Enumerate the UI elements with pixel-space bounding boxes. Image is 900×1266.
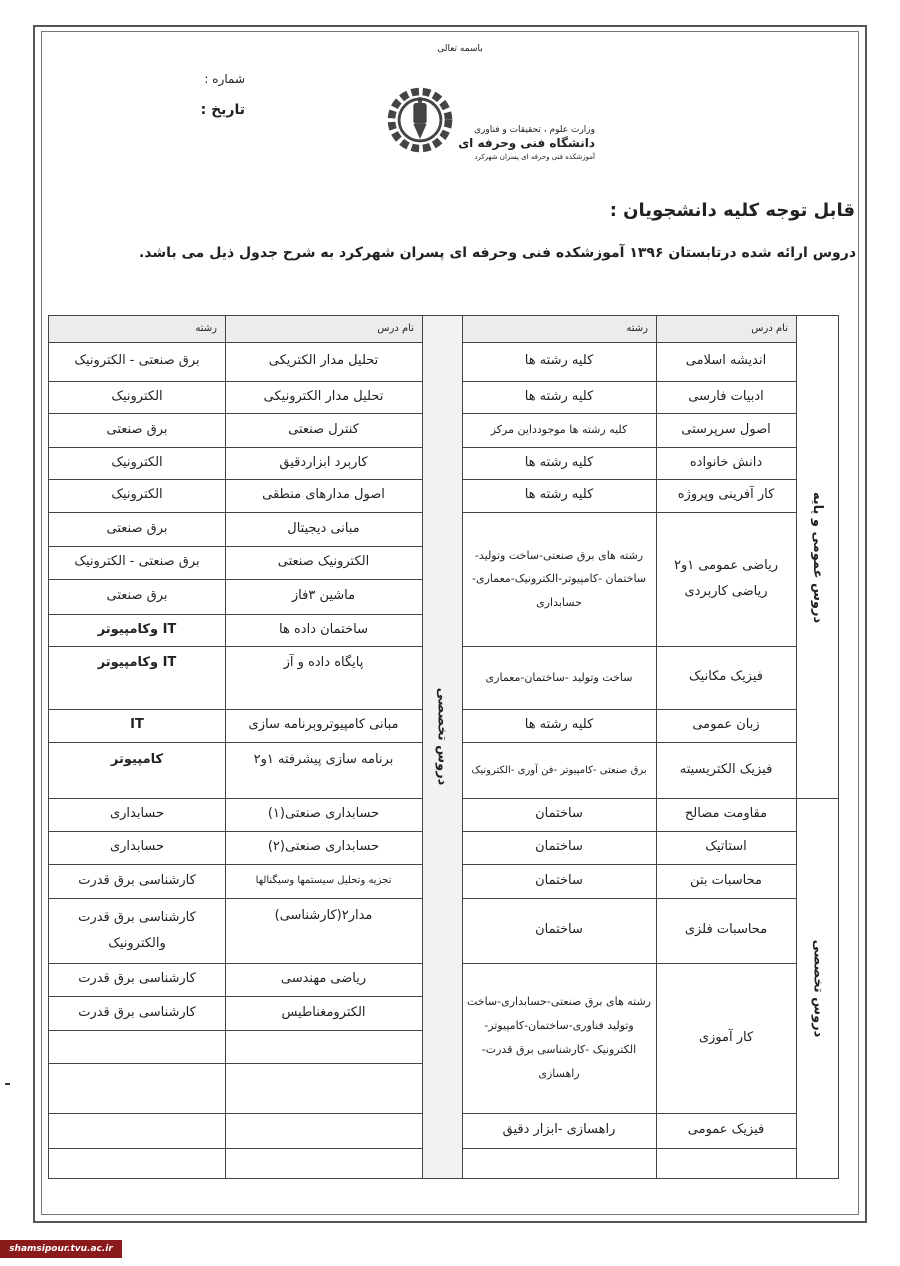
table-row-course: فیزیک الکتریسیته (679, 761, 773, 777)
table-row-major: ساختمان (535, 806, 583, 822)
table-row-course: ریاضی عمومی ۱و۲ ریاضی کاربردی (673, 558, 779, 599)
school-name: آموزشکده فنی وحرفه ای پسران شهرکرد (474, 153, 595, 161)
table-row-major: ساختمان (535, 839, 583, 855)
table-row-major: کارشناسی برق قدرت (78, 1004, 196, 1020)
courses-table (48, 315, 839, 1179)
table-row-course: الکترونیک صنعتی (277, 554, 370, 570)
right-course-header: نام درس (751, 323, 788, 334)
table-row-major: کلیه رشته ها (524, 388, 594, 404)
table-row-course: ریاضی مهندسی (280, 971, 367, 987)
table-row-major: کارشناسی برق قدرت والکترونیک (78, 909, 196, 951)
table-row-course: کار آموزی (698, 1029, 754, 1045)
table-row-major: الکترونیک (111, 388, 163, 404)
table-row-major: برق صنعتی - الکترونیک (74, 353, 200, 369)
university-gear-logo (382, 82, 458, 158)
margin-mark (5, 1083, 10, 1085)
table-row-major: برق صنعتی - الکترونیک (74, 554, 200, 570)
date-label: تاریخ : (200, 102, 245, 118)
table-row-major: IT (130, 717, 144, 733)
university-name: دانشگاه فنی وحرفه ای (458, 136, 595, 150)
site-watermark: shamsipour.tvu.ac.ir (0, 1240, 122, 1258)
table-row-course: مدار۲(کارشناسی) (274, 907, 373, 923)
table-row-major: ساختمان (535, 872, 583, 888)
left-major-header: رشته (195, 323, 217, 334)
table-row-course: کار آفرینی وپروژه (677, 487, 775, 503)
table-row-course: مبانی کامپیوتروبرنامه سازی (248, 717, 399, 733)
table-row-course: زبان عمومی (692, 717, 760, 733)
notice-heading: قابل توجه کلیه دانشجویان : (609, 200, 855, 221)
table-row-course: اندیشه اسلامی (685, 353, 767, 369)
table-row-major: کلیه رشته ها (524, 353, 594, 369)
table-row-course: تجزیه وتحلیل سیستمها وسیگنالها (255, 875, 392, 886)
table-row-course: ادبیات فارسی (688, 388, 764, 404)
table-row-course: دانش خانواده (689, 454, 763, 470)
table-row-course: تحلیل مدار الکتریکی (268, 353, 379, 369)
left-course-header: نام درس (377, 323, 414, 334)
group-label-general: دروس عمومی و پایه (810, 491, 826, 623)
table-row-course: حسابداری صنعتی(۱) (267, 806, 380, 822)
table-row-course: حسابداری صنعتی(۲) (267, 839, 380, 855)
table-row-major: کلیه رشته ها موجودداین مرکز (490, 423, 628, 437)
table-row-course: اصول مدارهای منطقی (262, 487, 385, 503)
table-row-major: کلیه رشته ها (524, 487, 594, 503)
table-row-major: ساخت وتولید -ساختمان-معماری (485, 670, 633, 684)
table-row-course: اصول سرپرستی (681, 421, 771, 437)
table-row-course: کنترل صنعتی (288, 421, 359, 437)
ministry-line: وزارت علوم ، تحقیقات و فناوری (474, 125, 595, 135)
table-row-major: برق صنعتی -کامپیوتر -فن آوری -الکترونیک (471, 764, 647, 776)
table-row-course: مقاومت مصالح (684, 806, 768, 822)
table-row-major: راهسازی -ابزار دقیق (502, 1122, 616, 1138)
table-row-course: برنامه سازی پیشرفته ۱و۲ (253, 751, 394, 767)
middle-vertical-label: دروس تخصصی (434, 687, 450, 785)
basmala: باسمه تعالی (437, 44, 483, 54)
table-row-major: برق صنعتی (106, 421, 168, 437)
table-row-major: کامپیوتر (110, 751, 164, 767)
table-row-course: ساختمان داده ها (279, 621, 368, 637)
table-row-major: برق صنعتی (106, 520, 168, 536)
table-row-major: الکترونیک (111, 487, 163, 503)
table-row-course: محاسبات بتن (690, 872, 762, 888)
table-row-course: الکترومغناطیس (281, 1004, 366, 1020)
table-row-course: مبانی دیجیتال (287, 520, 360, 536)
group-label-specialized: دروس تخصصی (810, 939, 826, 1037)
table-row-major: IT وکامپیوتر (97, 654, 177, 670)
table-row-major: کارشناسی برق قدرت (78, 872, 196, 888)
table-row-course: فیزیک عمومی (687, 1122, 765, 1138)
table-row-major: کلیه رشته ها (524, 454, 594, 470)
table-row-major: الکترونیک (111, 454, 163, 470)
table-row-course: پایگاه داده و آز (283, 654, 364, 670)
table-row-major: برق صنعتی (106, 588, 168, 604)
table-row-major: رشته های برق صنعتی-ساخت وتولید-ساختمان -کامپیوتر-الکترونیک-معماری-حسابداری (471, 549, 647, 609)
table-row-major: ساختمان (535, 922, 583, 938)
table-row-course: ماشین ۳فاز (291, 588, 356, 604)
table-row-course: استاتیک (705, 839, 747, 855)
notice-intro: دروس ارائه شده درتابستان ۱۳۹۶ آموزشکده فنی وحرفه ای پسران شهرکرد به شرح جدول ذیل می باشد. (138, 245, 856, 261)
right-major-header: رشته (626, 323, 648, 334)
table-row-major: IT وکامپیوتر (97, 621, 177, 637)
table-row-course: کاربرد ابزاردقیق (279, 454, 368, 470)
number-label: شماره : (204, 72, 245, 86)
table-row-course: محاسبات فلزی (684, 922, 768, 938)
table-row-course: فیزیک مکانیک (689, 669, 763, 685)
table-row-major: کارشناسی برق قدرت (78, 971, 196, 987)
table-row-major: حسابداری (109, 839, 165, 855)
table-row-major: کلیه رشته ها (524, 717, 594, 733)
table-row-course: تحلیل مدار الکترونیکی (263, 388, 384, 404)
table-row-major: رشته های برق صنعتی-حسابداری-ساخت وتولید فناوری-ساختمان-کامپیوتر-الکترونیک -کارشناسی برق قدرت-راهسازی (466, 994, 651, 1081)
table-row-major: حسابداری (109, 806, 165, 822)
